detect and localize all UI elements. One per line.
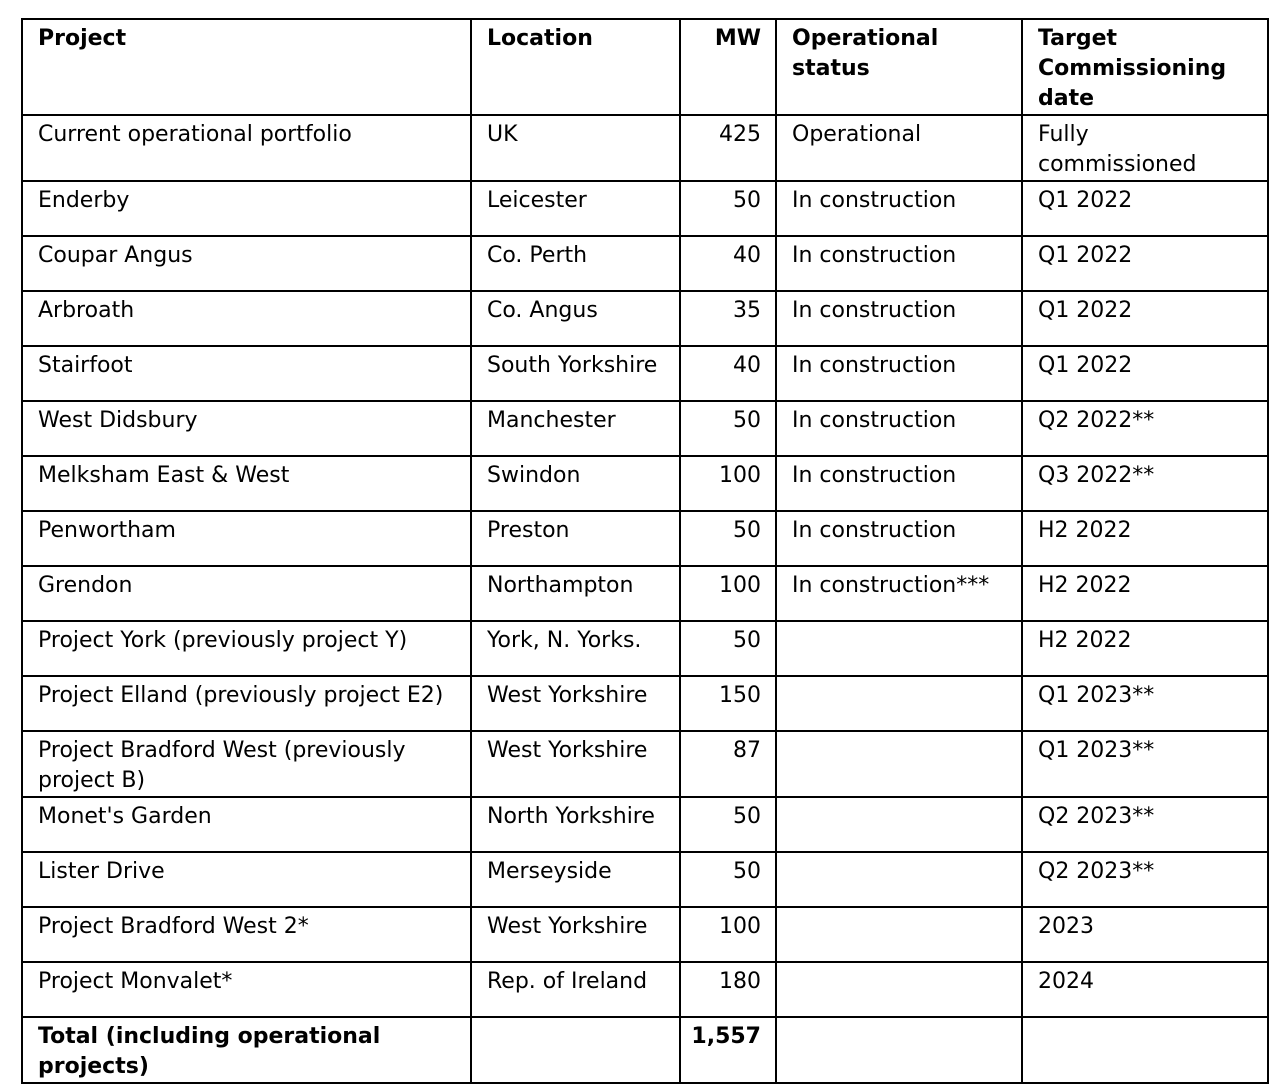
cell-status: In construction (776, 456, 1022, 511)
header-row (22, 19, 1268, 115)
cell-mw: 425 (680, 115, 776, 181)
cell-mw: 100 (680, 456, 776, 511)
cell-location: Co. Angus (471, 291, 680, 346)
cell-location: West Yorkshire (471, 907, 680, 962)
cell-mw: 50 (680, 852, 776, 907)
cell-date: Fully commissioned (1022, 115, 1268, 181)
cell-location: North Yorkshire (471, 797, 680, 852)
header-date: Target Commissioning date (1022, 19, 1268, 115)
cell-location: Swindon (471, 456, 680, 511)
cell-project: Project Monvalet* (22, 962, 471, 1017)
cell-project: Coupar Angus (22, 236, 471, 291)
cell-mw: 50 (680, 401, 776, 456)
cell-date: 2024 (1022, 962, 1268, 1017)
table-row (22, 346, 1268, 401)
cell-date: Q1 2023** (1022, 676, 1268, 731)
table-row (22, 621, 1268, 676)
table-row (22, 115, 1268, 181)
cell-status (776, 962, 1022, 1017)
cell-mw: 40 (680, 236, 776, 291)
total-date (1022, 1017, 1268, 1083)
cell-project: West Didsbury (22, 401, 471, 456)
cell-date: H2 2022 (1022, 511, 1268, 566)
total-row (22, 1017, 1268, 1083)
cell-date: 2023 (1022, 907, 1268, 962)
cell-project: Arbroath (22, 291, 471, 346)
cell-project: Project Elland (previously project E2) (22, 676, 471, 731)
table-row (22, 731, 1268, 797)
header-mw: MW (680, 19, 776, 115)
cell-project: Lister Drive (22, 852, 471, 907)
cell-location: Manchester (471, 401, 680, 456)
table-row (22, 511, 1268, 566)
cell-location: South Yorkshire (471, 346, 680, 401)
cell-mw: 87 (680, 731, 776, 797)
cell-mw: 40 (680, 346, 776, 401)
table-row (22, 291, 1268, 346)
cell-project: Melksham East & West (22, 456, 471, 511)
cell-mw: 50 (680, 621, 776, 676)
cell-project: Stairfoot (22, 346, 471, 401)
total-status (776, 1017, 1022, 1083)
cell-mw: 180 (680, 962, 776, 1017)
cell-location: West Yorkshire (471, 731, 680, 797)
cell-date: Q2 2023** (1022, 852, 1268, 907)
header-status: Operational status (776, 19, 1022, 115)
cell-project: Project Bradford West (previously project B) (22, 731, 471, 797)
cell-status: In construction*** (776, 566, 1022, 621)
cell-mw: 35 (680, 291, 776, 346)
cell-project: Penwortham (22, 511, 471, 566)
cell-date: Q3 2022** (1022, 456, 1268, 511)
cell-project: Monet's Garden (22, 797, 471, 852)
header-location: Location (471, 19, 680, 115)
cell-location: West Yorkshire (471, 676, 680, 731)
projects-table (21, 18, 1269, 1084)
cell-status: In construction (776, 291, 1022, 346)
cell-status (776, 621, 1022, 676)
cell-date: H2 2022 (1022, 621, 1268, 676)
table-row (22, 236, 1268, 291)
cell-location: Merseyside (471, 852, 680, 907)
cell-status: In construction (776, 236, 1022, 291)
table-row (22, 181, 1268, 236)
cell-status: Operational (776, 115, 1022, 181)
cell-project: Current operational portfolio (22, 115, 471, 181)
cell-project: Enderby (22, 181, 471, 236)
table-row (22, 907, 1268, 962)
cell-location: UK (471, 115, 680, 181)
cell-location: Preston (471, 511, 680, 566)
table-body (22, 115, 1268, 1017)
cell-status (776, 731, 1022, 797)
projects-table-container (21, 18, 1269, 1084)
cell-status: In construction (776, 346, 1022, 401)
header-project: Project (22, 19, 471, 115)
cell-status: In construction (776, 181, 1022, 236)
cell-mw: 100 (680, 907, 776, 962)
cell-status (776, 907, 1022, 962)
table-row (22, 456, 1268, 511)
cell-date: Q1 2022 (1022, 346, 1268, 401)
cell-location: Co. Perth (471, 236, 680, 291)
cell-date: Q1 2022 (1022, 181, 1268, 236)
cell-mw: 50 (680, 797, 776, 852)
cell-date: Q1 2022 (1022, 236, 1268, 291)
cell-status (776, 676, 1022, 731)
cell-status: In construction (776, 511, 1022, 566)
cell-project: Project York (previously project Y) (22, 621, 471, 676)
table-row (22, 676, 1268, 731)
table-row (22, 566, 1268, 621)
cell-location: Rep. of Ireland (471, 962, 680, 1017)
cell-location: Leicester (471, 181, 680, 236)
total-location (471, 1017, 680, 1083)
table-row (22, 401, 1268, 456)
cell-mw: 50 (680, 181, 776, 236)
cell-status (776, 797, 1022, 852)
cell-date: Q1 2023** (1022, 731, 1268, 797)
cell-date: H2 2022 (1022, 566, 1268, 621)
table-row (22, 962, 1268, 1017)
table-row (22, 852, 1268, 907)
cell-project: Grendon (22, 566, 471, 621)
total-project: Total (including operational projects) (22, 1017, 471, 1083)
cell-date: Q2 2023** (1022, 797, 1268, 852)
table-row (22, 797, 1268, 852)
cell-date: Q2 2022** (1022, 401, 1268, 456)
cell-status: In construction (776, 401, 1022, 456)
cell-mw: 100 (680, 566, 776, 621)
cell-mw: 50 (680, 511, 776, 566)
total-mw: 1,557 (680, 1017, 776, 1083)
cell-project: Project Bradford West 2* (22, 907, 471, 962)
cell-location: York, N. Yorks. (471, 621, 680, 676)
cell-status (776, 852, 1022, 907)
cell-date: Q1 2022 (1022, 291, 1268, 346)
cell-mw: 150 (680, 676, 776, 731)
cell-location: Northampton (471, 566, 680, 621)
